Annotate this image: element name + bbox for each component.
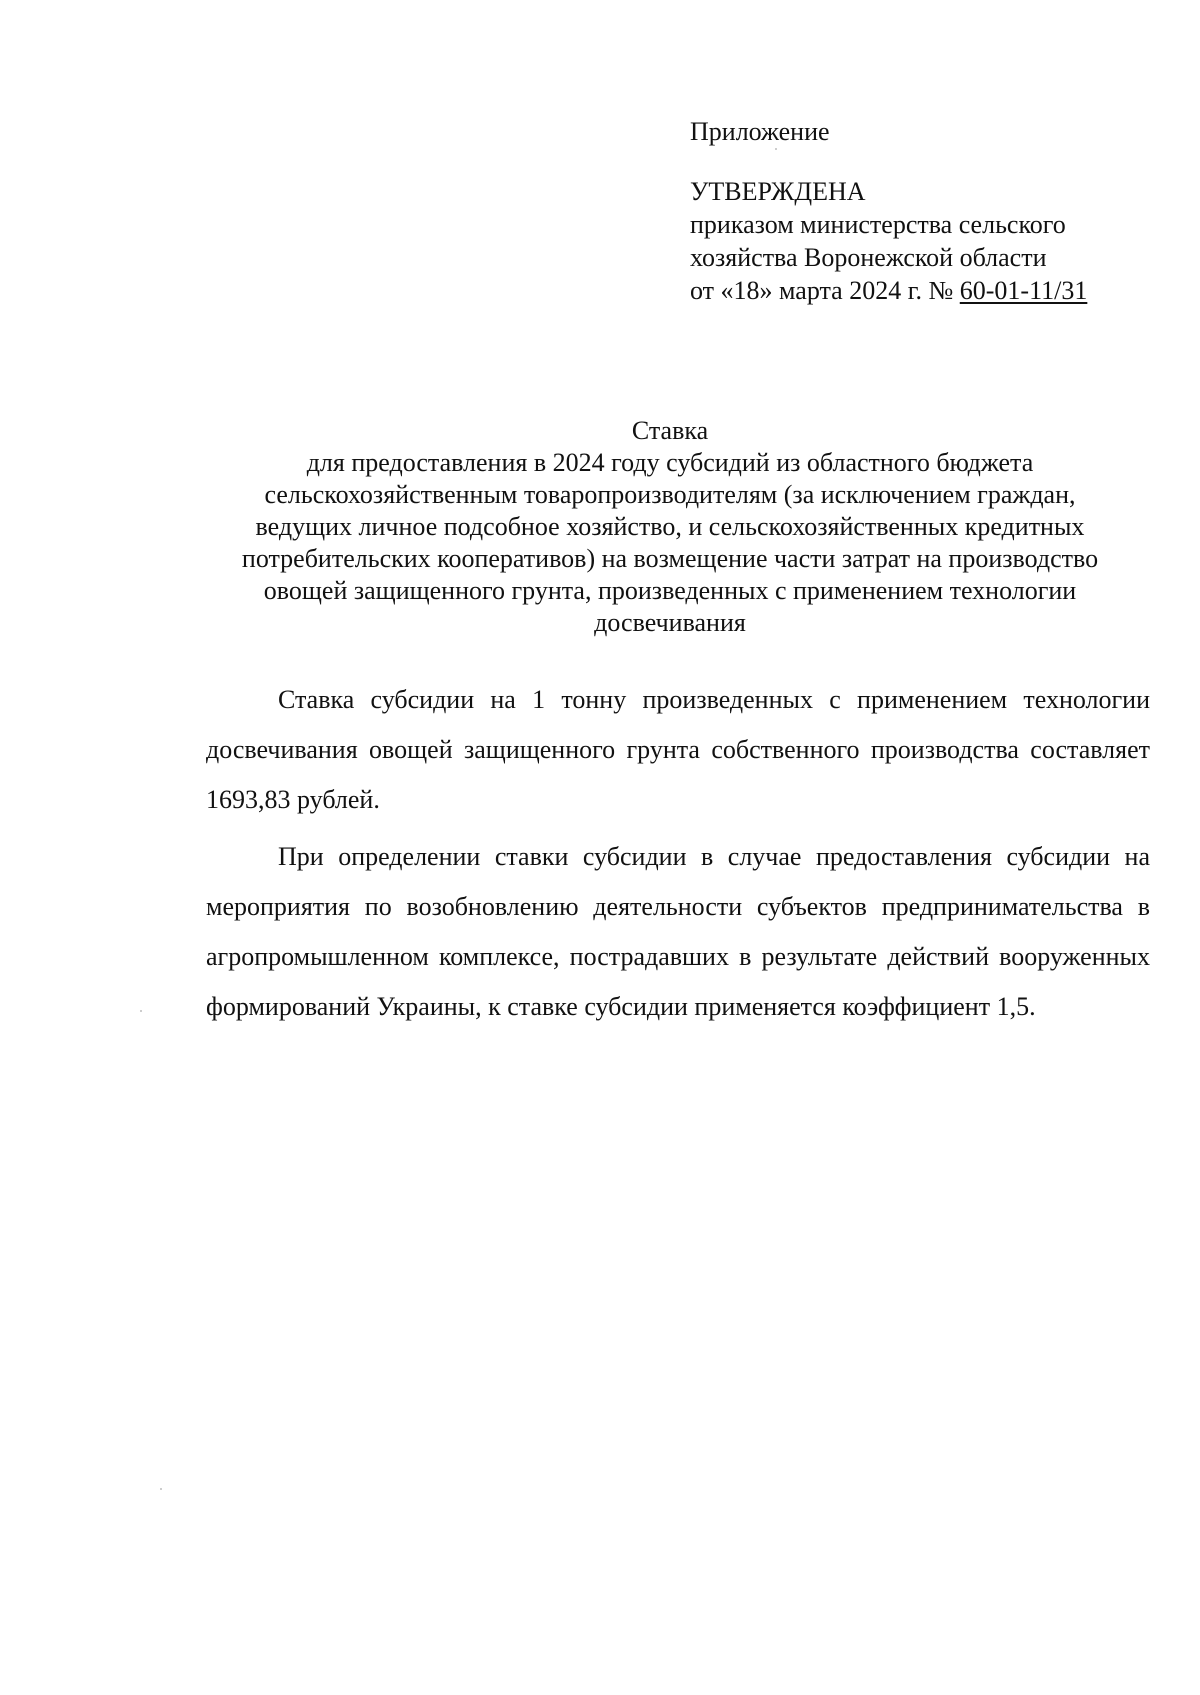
title-line: потребительских кооперативов) на возмещение части затрат на производство <box>241 544 1099 573</box>
document-body <box>206 675 1150 1039</box>
approval-order-line: приказом министерства сельского <box>690 210 1066 239</box>
document-title <box>190 415 1150 639</box>
title-line: овощей защищенного грунта, произведенных с применением технологии <box>263 576 1077 605</box>
approval-date-text: от «18» марта 2024 г. № <box>690 276 960 305</box>
approval-stamp-block <box>690 115 1160 307</box>
appendix-label: Приложение <box>690 117 830 146</box>
title-heading: Ставка <box>631 416 709 445</box>
body-paragraph-rate: Ставка субсидии на 1 тонну произведенных с применением технологии досвечивания овощей защищенного грунта собственного производства составляет 1693,83 рублей. <box>206 685 1150 814</box>
approval-ministry-line: хозяйства Воронежской области <box>690 243 1047 272</box>
title-line: ведущих личное подсобное хозяйство, и сельскохозяйственных кредитных <box>255 512 1085 541</box>
scan-artifact <box>160 1488 162 1490</box>
approval-date-line <box>690 274 1160 307</box>
title-line: сельскохозяйственным товаропроизводителям (за исключением граждан, <box>264 480 1076 509</box>
title-line: досвечивания <box>594 608 746 637</box>
title-line: для предоставления в 2024 году субсидий из областного бюджета <box>306 448 1034 477</box>
scan-artifact <box>140 1010 142 1012</box>
document-number: 60-01-11/31 <box>959 276 1088 305</box>
body-paragraph-coefficient: При определении ставки субсидии в случае предоставления субсидии на мероприятия по возобновлению деятельности субъектов предпринимательства в агропромышленном комплексе, пострадавших в результате действий вооруженных формирований Украины, к ставке субсидии применяется коэффициент 1,5. <box>206 842 1150 1021</box>
approved-label: УТВЕРЖДЕНА <box>690 177 866 206</box>
scan-artifact <box>775 148 777 150</box>
